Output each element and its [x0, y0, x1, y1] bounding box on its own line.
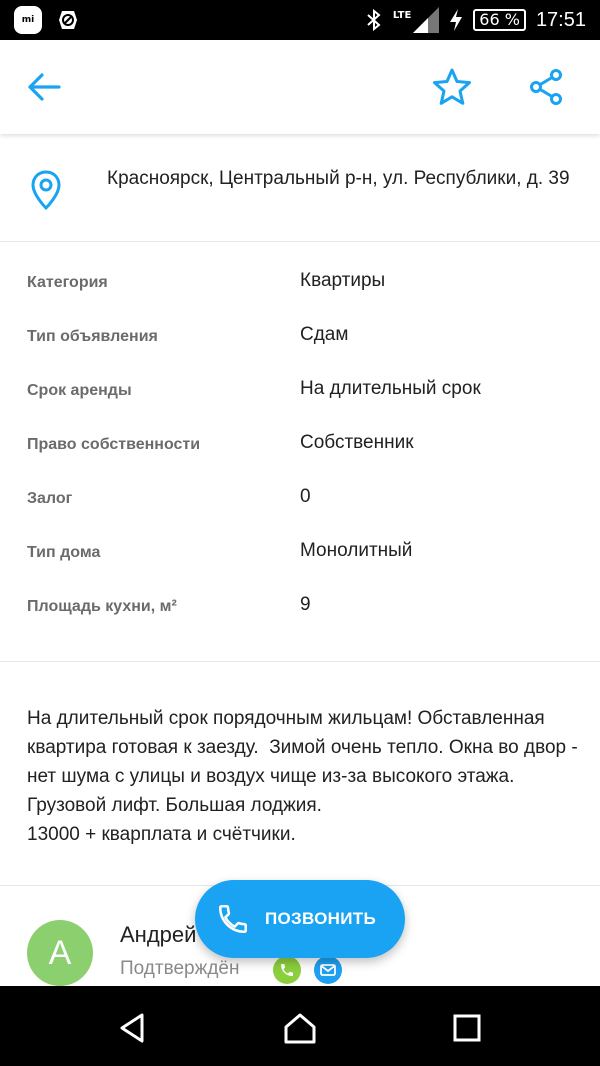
- param-value: Сдам: [300, 324, 349, 345]
- param-label: Залог: [27, 490, 73, 507]
- mi-icon: mi: [14, 6, 42, 34]
- param-value: На длительный срок: [300, 378, 481, 399]
- status-time: 17:51: [535, 8, 586, 31]
- phone-icon: [216, 902, 250, 936]
- param-label: Тип дома: [27, 544, 101, 561]
- share-button[interactable]: [526, 67, 566, 107]
- no-disturb-icon: [56, 8, 80, 32]
- status-bar: [0, 0, 600, 40]
- phone-icon-wrap: [215, 901, 251, 937]
- nav-home-button[interactable]: [280, 1008, 320, 1048]
- back-arrow-icon: [26, 72, 62, 102]
- battery-level: 66 %: [479, 10, 520, 29]
- param-row-ownership: [0, 404, 600, 458]
- call-button[interactable]: [195, 880, 405, 958]
- recents-square-icon: [452, 1013, 482, 1043]
- param-label: Право собственности: [27, 436, 201, 453]
- app-bar: [0, 40, 600, 134]
- signal-icon: LTE: [393, 7, 439, 33]
- avatar: А: [27, 920, 93, 986]
- star-icon: [432, 67, 472, 107]
- param-row-ad-type: [0, 296, 600, 350]
- param-value: Монолитный: [300, 540, 413, 561]
- email-verified-badge: [314, 956, 342, 984]
- address-text[interactable]: Красноярск, Центральный р-н, ул. Республики, д. 39: [107, 168, 570, 189]
- params-list: [0, 242, 600, 662]
- param-value: Квартиры: [300, 270, 386, 291]
- home-icon: [282, 1011, 318, 1045]
- location-pin-icon: [30, 170, 62, 210]
- param-label: Тип объявления: [27, 328, 158, 345]
- call-button-label: ПОЗВОНИТЬ: [265, 909, 376, 928]
- param-row-kitchen-area: [0, 566, 600, 620]
- seller-name: Андрей: [120, 922, 197, 947]
- description-text: На длительный срок порядочным жильцам! Обставленная квартира готовая к заезду. Зимой очень тепло. Окна во двор - нет шума с улицы и воздух чище из-за высокого этажа. Грузовой лифт. Большая лоджия. 13000 + кварплата и счётчики.: [27, 708, 578, 845]
- battery-icon: [473, 9, 526, 31]
- mail-icon: [320, 963, 336, 977]
- back-button[interactable]: [24, 67, 64, 107]
- param-label: Категория: [27, 274, 108, 291]
- bluetooth-icon: [365, 8, 383, 32]
- favorite-button[interactable]: [432, 67, 472, 107]
- param-label: Площадь кухни, м²: [27, 598, 177, 615]
- param-value: 9: [300, 594, 311, 615]
- address-section: [0, 134, 600, 242]
- param-value: Собственник: [300, 432, 414, 453]
- param-row-category: [0, 242, 600, 296]
- param-row-house-type: [0, 512, 600, 566]
- system-nav-bar: [0, 986, 600, 1066]
- phone-verified-badge: [273, 956, 301, 984]
- nav-back-button[interactable]: [112, 1008, 152, 1048]
- seller-status: Подтверждён: [120, 958, 240, 979]
- charging-icon: [449, 9, 463, 31]
- phone-icon: [279, 962, 295, 978]
- param-row-deposit: [0, 458, 600, 512]
- back-triangle-icon: [116, 1011, 148, 1045]
- description-section: [0, 662, 600, 886]
- param-label: Срок аренды: [27, 382, 132, 399]
- param-row-rent-term: [0, 350, 600, 404]
- share-icon: [529, 69, 563, 105]
- nav-recents-button[interactable]: [447, 1008, 487, 1048]
- param-value: 0: [300, 486, 311, 507]
